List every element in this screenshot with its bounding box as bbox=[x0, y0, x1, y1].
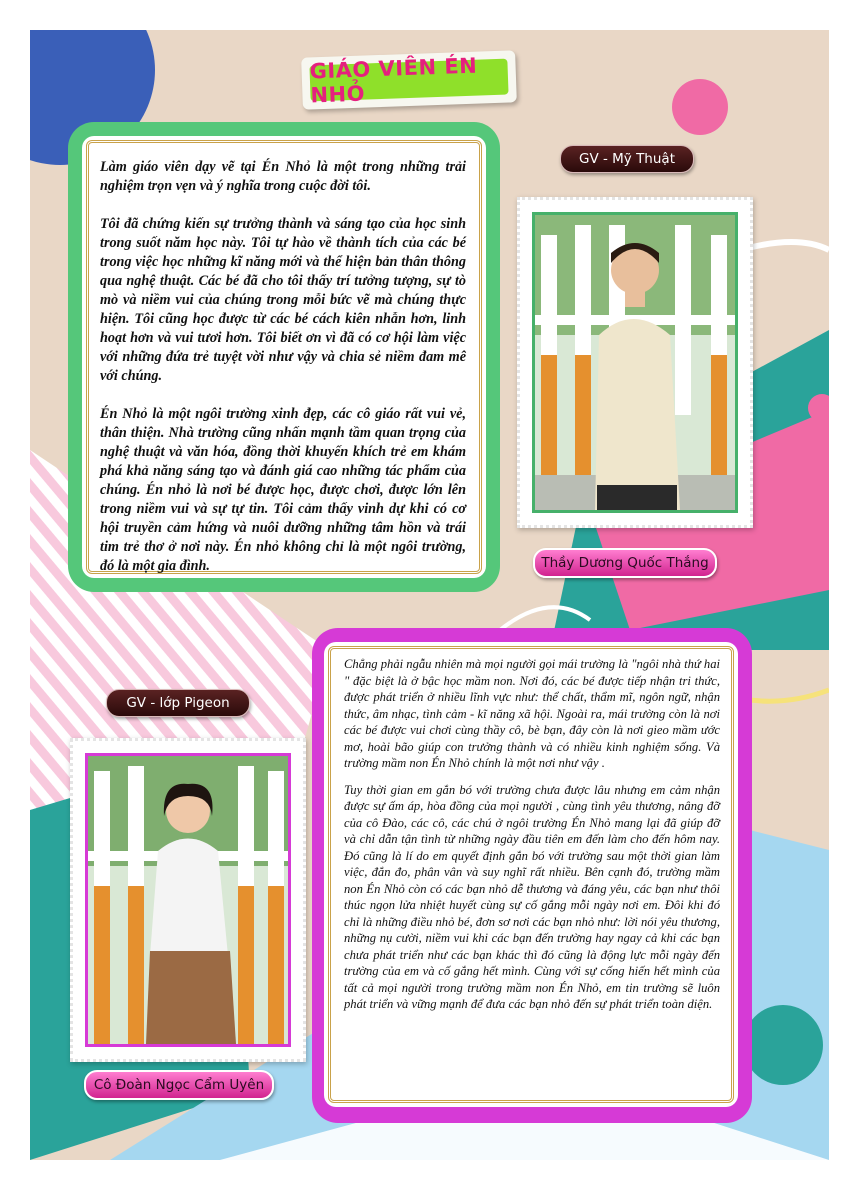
teacher2-textbox bbox=[312, 628, 752, 1123]
teacher2-photo-stamp bbox=[70, 738, 306, 1062]
teacher2-role-label: GV - lớp Pigeon bbox=[106, 689, 250, 717]
page-background bbox=[30, 30, 829, 1160]
teacher1-paragraph: Tôi đã chứng kiến sự trưởng thành và sáng tạo của học sinh trong suốt năm học này. Tôi tự hào về thành tích của các bé trong việc học những kĩ năng mới và thể hiện bản thân thông qua nghệ thuật. Các bé đã cho tôi thấy trí tưởng tượng, sự tò mò và niềm vui của chúng trong mỗi bức vẽ mà chúng thực hiện. Tôi cũng học được từ các bé cách kiên nhẫn hơn, linh hoạt hơn và vui tươi hơn. Tôi biết ơn vì đã có cơ hội làm việc với những đứa trẻ tuyệt vời như vậy và chia sẻ niềm đam mê với chúng. bbox=[100, 216, 466, 384]
teacher1-name-label: Thầy Dương Quốc Thắng bbox=[533, 548, 717, 578]
teacher1-paragraph: Làm giáo viên dạy vẽ tại Én Nhỏ là một trong những trải nghiệm trọn vẹn và ý nghĩa trong cuộc đời tôi. bbox=[100, 159, 466, 194]
page-title: GIÁO VIÊN ÉN NHỎ bbox=[309, 59, 508, 102]
teacher1-paragraph: Én Nhỏ là một ngôi trường xinh đẹp, các cô giáo rất vui vẻ, thân thiện. Nhà trường cũng nhấn mạnh tầm quan trọng của nghệ thuật và văn hóa, đồng thời khuyến khích trẻ em khám phá khả năng sáng tạo và đánh giá cao những tác phẩm của chúng. Én nhỏ là nơi bé được học, được chơi, được lớn lên trong niềm vui và sự tự tin. Tôi cảm thấy vinh dự khi có cơ hội truyền cảm hứng và nuôi dưỡng những tâm hồn và trái tim trẻ thơ ở nơi này. Én nhỏ không chỉ là một ngôi trường, đó là một gia đình. bbox=[100, 406, 466, 574]
teacher1-textbox bbox=[68, 122, 500, 592]
teacher1-role-label: GV - Mỹ Thuật bbox=[560, 145, 694, 173]
teacher2-name-label: Cô Đoàn Ngọc Cẩm Uyên bbox=[84, 1070, 274, 1100]
teacher2-paragraph: Tuy thời gian em gắn bó với trường chưa được lâu nhưng em cảm nhận được sự ấm áp, hòa đồng của mọi người , cùng tình yêu thương, nâng đỡ của cô Đào, các cô, các chú ở ngôi trường Én Nhỏ mang lại đã giúp đỡ và chỉ dẫn tận tình từ những ngày đầu tiên em đến làm cho đến hôm nay. Đó cũng là lí do em quyết định gắn bó với trường sau một thời gian làm việc, đắn đo, phân vân và suy nghĩ rất nhiều. Bên cạnh đó, trường mầm non Én Nhỏ còn có các bạn nhỏ dễ thương và đáng yêu, các bạn như thôi thúc ngọn lửa nhiệt huyết cùng sự cố gắng mỗi ngày nơi em. Đôi khi đó chỉ là những điều nhỏ bé, đơn sơ nơi các bạn nhỏ như: lời nói yêu thương, những nụ cười, niềm vui khi các bạn đến trường hay ngay cả khi các bạn chưa phát triển như các bạn khác thì đó cũng là động lực mỗi ngày đến trường của em và cố gắng hết mình. Cùng với sự cống hiến hết mình của tất cả mọi người trong trường mầm non Én Nhỏ, em tin trường sẽ luôn phát triển và vững mạnh để đưa các bạn nhỏ đến sự phát triển toàn diện. bbox=[344, 782, 721, 1011]
teacher2-photo bbox=[85, 753, 291, 1047]
teacher2-paragraph: Chẳng phải ngẫu nhiên mà mọi người gọi mái trường là "ngôi nhà thứ hai " đặc biệt là ở bậc học mầm non. Nơi đó, các bé được tiếp nhận tri thức, được phát triển ở nhiều lĩnh vực như: thể chất, thẩm mĩ, ngôn ngữ, nhận thức, âm nhạc, tình cảm - kĩ năng xã hội. Ngoài ra, mái trường còn là nơi các bé được vui chơi cùng thầy cô, bè bạn, đây còn là nơi gieo mầm ước mơ, hoài bão giúp con trưởng thành và có nhiều kinh nghiệm sống. Và trường mầm non Én Nhỏ chính là một nơi như vậy . bbox=[344, 657, 720, 770]
teacher1-photo bbox=[532, 212, 738, 513]
teacher1-photo-stamp bbox=[517, 197, 753, 528]
title-banner bbox=[301, 50, 517, 109]
